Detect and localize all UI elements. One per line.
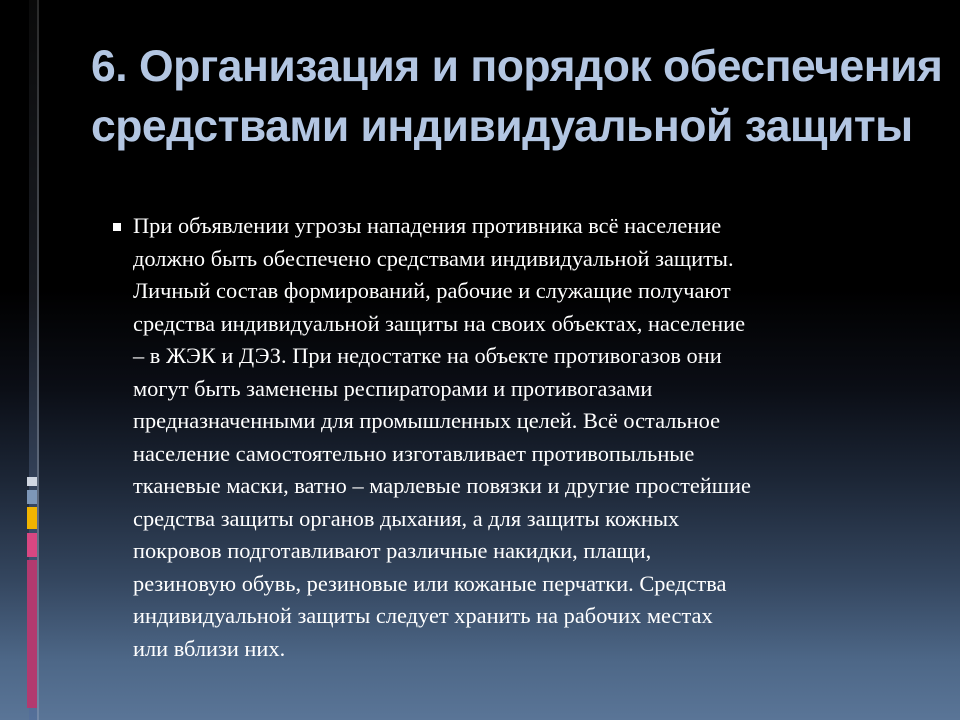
left-accent-line	[37, 0, 39, 720]
body-line: или вблизи них.	[133, 635, 286, 661]
body-line: индивидуальной защиты следует хранить на рабочих местах	[133, 603, 713, 628]
body-line: могут быть заменены респираторами и противогазами	[133, 375, 653, 401]
body-line: средства защиты органов дыхания, а для защиты кожных	[133, 505, 680, 531]
body-line: средства индивидуальной защиты на своих объектах, население	[133, 310, 746, 336]
body-line: тканевые маски, ватно – марлевые повязки и другие простейшие	[133, 473, 751, 498]
body-line: покровов подготавливают различные накидки, плащи,	[133, 538, 652, 563]
body-line: резиновую обувь, резиновые или кожаные перчатки. Средства	[133, 570, 727, 596]
decor-square-blue	[27, 490, 37, 504]
body-line: При объявлении угрозы нападения противника всё население	[133, 213, 722, 238]
body-line: должно быть обеспечено средствами индивидуальной защиты.	[133, 245, 734, 271]
body-line: – в ЖЭК и ДЭЗ. При недостатке на объекте противогазов они	[133, 343, 722, 368]
body-paragraph	[133, 210, 923, 665]
body-line: предназначенными для промышленных целей. Всё остальное	[133, 408, 721, 433]
slide-content	[110, 210, 920, 665]
slide-title-line: средствами индивидуальной защиты	[91, 102, 913, 151]
slide-title	[91, 37, 960, 157]
decor-square-light	[27, 477, 37, 486]
body-line: Личный состав формирований, рабочие и служащие получают	[133, 278, 731, 303]
body-line: население самостоятельно изготавливает противопыльные	[133, 440, 695, 466]
decor-square-yellow	[27, 507, 37, 529]
decor-square-pink	[27, 533, 37, 557]
decor-bar-magenta	[27, 560, 37, 708]
square-bullet-icon	[113, 223, 121, 231]
slide-title-line: 6. Организация и порядок обеспечения	[91, 42, 943, 91]
